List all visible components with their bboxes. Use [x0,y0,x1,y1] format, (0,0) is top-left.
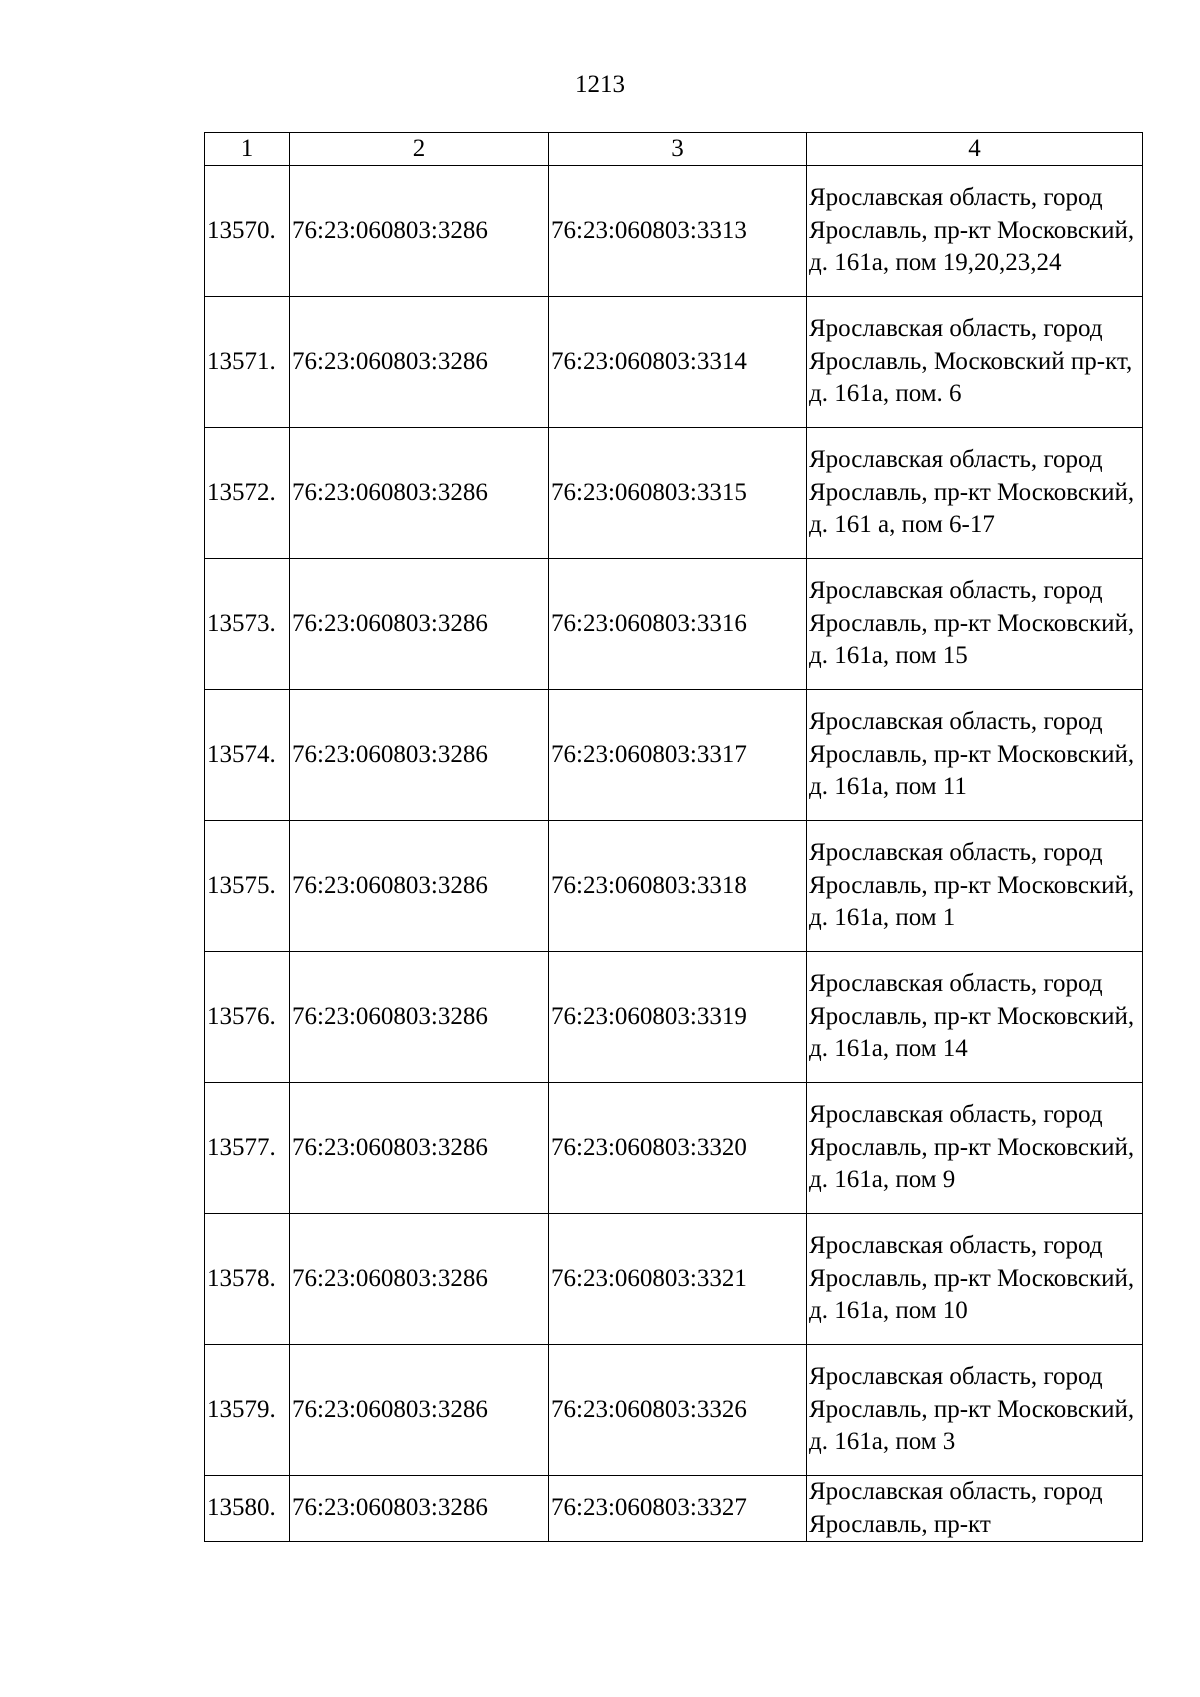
cadastral-number: 76:23:060803:3313 [549,166,807,297]
row-number: 13576. [205,952,290,1083]
cadastral-number: 76:23:060803:3326 [549,1345,807,1476]
address: Ярославская область, город Ярославль, пр-кт Московский, д. 161а, пом 9 [807,1083,1143,1214]
row-number: 13570. [205,166,290,297]
row-number: 13579. [205,1345,290,1476]
table-row [205,690,1143,821]
table-row [205,821,1143,952]
cadastral-number: 76:23:060803:3318 [549,821,807,952]
cadastral-number: 76:23:060803:3317 [549,690,807,821]
table-row [205,952,1143,1083]
address: Ярославская область, город Ярославль, пр-кт Московский, д. 161а, пом 11 [807,690,1143,821]
address: Ярославская область, город Ярославль, пр-кт Московский, д. 161а, пом 19,20,23,24 [807,166,1143,297]
header-cell-3: 3 [549,133,807,166]
header-row [205,133,1143,166]
parent-cadastral-number: 76:23:060803:3286 [290,166,549,297]
table-row [205,1345,1143,1476]
address: Ярославская область, город Ярославль, пр-кт Московский, д. 161а, пом 1 [807,821,1143,952]
parent-cadastral-number: 76:23:060803:3286 [290,1476,549,1542]
parent-cadastral-number: 76:23:060803:3286 [290,952,549,1083]
address: Ярославская область, город Ярославль, пр-кт Московский, д. 161а, пом 3 [807,1345,1143,1476]
header-cell-4: 4 [807,133,1143,166]
row-number: 13572. [205,428,290,559]
cadastral-number: 76:23:060803:3321 [549,1214,807,1345]
row-number: 13577. [205,1083,290,1214]
cadastral-number: 76:23:060803:3327 [549,1476,807,1542]
header-cell-2: 2 [290,133,549,166]
address: Ярославская область, город Ярославль, пр-кт Московский, д. 161а, пом 15 [807,559,1143,690]
register-table [204,132,1143,1542]
parent-cadastral-number: 76:23:060803:3286 [290,428,549,559]
table-row [205,1476,1143,1542]
row-number: 13578. [205,1214,290,1345]
address: Ярославская область, город Ярославль, пр-кт Московский, д. 161а, пом 10 [807,1214,1143,1345]
table-row [205,166,1143,297]
row-number: 13571. [205,297,290,428]
cadastral-number: 76:23:060803:3315 [549,428,807,559]
parent-cadastral-number: 76:23:060803:3286 [290,821,549,952]
header-cell-1: 1 [205,133,290,166]
row-number: 13580. [205,1476,290,1542]
cadastral-number: 76:23:060803:3320 [549,1083,807,1214]
cadastral-number: 76:23:060803:3314 [549,297,807,428]
table-row [205,428,1143,559]
row-number: 13574. [205,690,290,821]
parent-cadastral-number: 76:23:060803:3286 [290,559,549,690]
table-row [205,297,1143,428]
table-row [205,1214,1143,1345]
page-number: 1213 [575,71,625,98]
parent-cadastral-number: 76:23:060803:3286 [290,297,549,428]
cadastral-number: 76:23:060803:3316 [549,559,807,690]
row-number: 13573. [205,559,290,690]
address: Ярославская область, город Ярославль, пр-кт Московский, д. 161а, пом 14 [807,952,1143,1083]
parent-cadastral-number: 76:23:060803:3286 [290,1214,549,1345]
parent-cadastral-number: 76:23:060803:3286 [290,1345,549,1476]
row-number: 13575. [205,821,290,952]
address: Ярославская область, город Ярославль, Московский пр-кт, д. 161а, пом. 6 [807,297,1143,428]
cadastral-number: 76:23:060803:3319 [549,952,807,1083]
address: Ярославская область, город Ярославль, пр-кт [807,1476,1143,1542]
table-row [205,1083,1143,1214]
parent-cadastral-number: 76:23:060803:3286 [290,690,549,821]
parent-cadastral-number: 76:23:060803:3286 [290,1083,549,1214]
table-row [205,559,1143,690]
address: Ярославская область, город Ярославль, пр-кт Московский, д. 161 а, пом 6-17 [807,428,1143,559]
